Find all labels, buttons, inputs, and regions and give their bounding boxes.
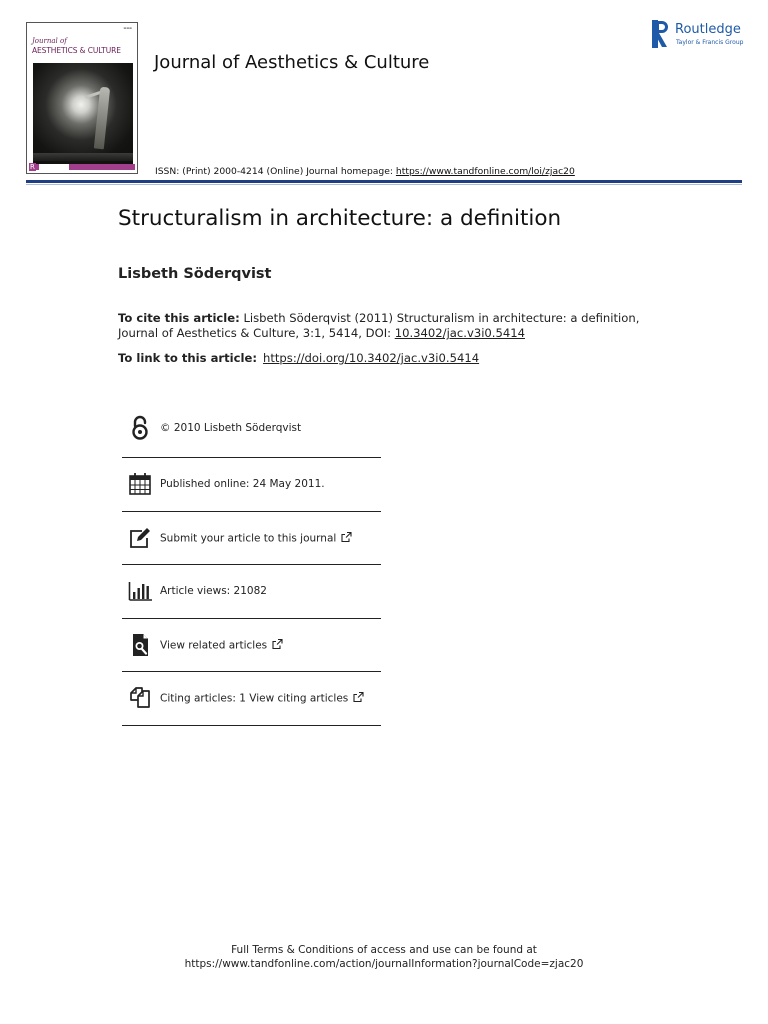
citing-articles-label: Citing articles: 1 View citing articles [160,692,349,705]
doi-link[interactable]: 10.3402/jac.v3i0.5414 [394,326,525,340]
issn-line [155,166,575,177]
cite-text: Lisbeth Söderqvist (2011) Structuralism in architecture: a definition, Journal of Aesthetics & Culture, 3:1, 5414, DOI: [118,311,640,340]
footer-line-1: Full Terms & Conditions of access and use can be found at [231,944,537,956]
publisher-name: Routledge [675,22,741,37]
article-views-label: Article views: 21082 [160,585,267,598]
publisher-logo[interactable] [652,20,752,50]
citing-icon [128,685,152,711]
routledge-r-icon [652,20,668,48]
external-link-icon [341,531,352,542]
calendar-icon [128,471,152,497]
submit-article-link[interactable] [160,531,352,544]
info-row-submit[interactable] [122,512,381,566]
info-row-views [122,565,381,619]
citation-block [118,311,678,341]
info-row-published [122,458,381,512]
footer-terms-url[interactable]: https://www.tandfonline.com/action/journalInformation?journalCode=zjac20 [184,958,584,970]
info-row-related[interactable] [122,619,381,673]
citing-articles-link[interactable] [160,692,364,705]
terms-footer [0,943,768,971]
open-access-icon [128,415,152,441]
related-articles-link[interactable] [160,638,283,651]
article-link-line [118,351,479,365]
search-document-icon [128,632,152,658]
issn-text: ISSN: (Print) 2000-4214 (Online) Journal homepage: [155,166,396,177]
header-divider [26,180,742,183]
article-doi-url[interactable]: https://doi.org/10.3402/jac.v3i0.5414 [262,351,480,365]
journal-homepage-link[interactable]: https://www.tandfonline.com/loi/zjac20 [395,166,575,177]
related-articles-label: View related articles [160,639,268,652]
external-link-icon [353,692,364,703]
cover-footer-bar [29,164,135,170]
published-date-label: Published online: 24 May 2011. [160,478,325,491]
cover-journal-name: AESTHETICS & CULTURE [32,46,121,55]
link-label: To link to this article: [118,351,257,365]
external-link-icon [272,638,283,649]
cover-photo [33,63,133,167]
info-row-copyright [122,398,381,458]
cite-label: To cite this article: [118,311,240,325]
article-title: Structuralism in architecture: a definition [118,206,562,231]
header-divider-shadow [26,184,742,185]
cover-issn-mark: ▬▬▬ [123,26,132,30]
info-row-citing[interactable] [122,672,381,726]
copyright-label: © 2010 Lisbeth Söderqvist [160,421,302,434]
cover-publisher-logo: R [30,163,35,171]
article-info-list [122,398,381,726]
author-name: Lisbeth Söderqvist [118,266,272,282]
journal-title[interactable]: Journal of Aesthetics & Culture [154,52,430,73]
publisher-group: Taylor & Francis Group [676,39,744,46]
submit-article-label: Submit your article to this journal [160,532,337,545]
edit-icon [128,525,152,551]
bar-chart-icon [128,578,152,604]
journal-cover-thumbnail[interactable] [26,22,138,174]
cover-journal-of: Journal of [32,37,67,45]
